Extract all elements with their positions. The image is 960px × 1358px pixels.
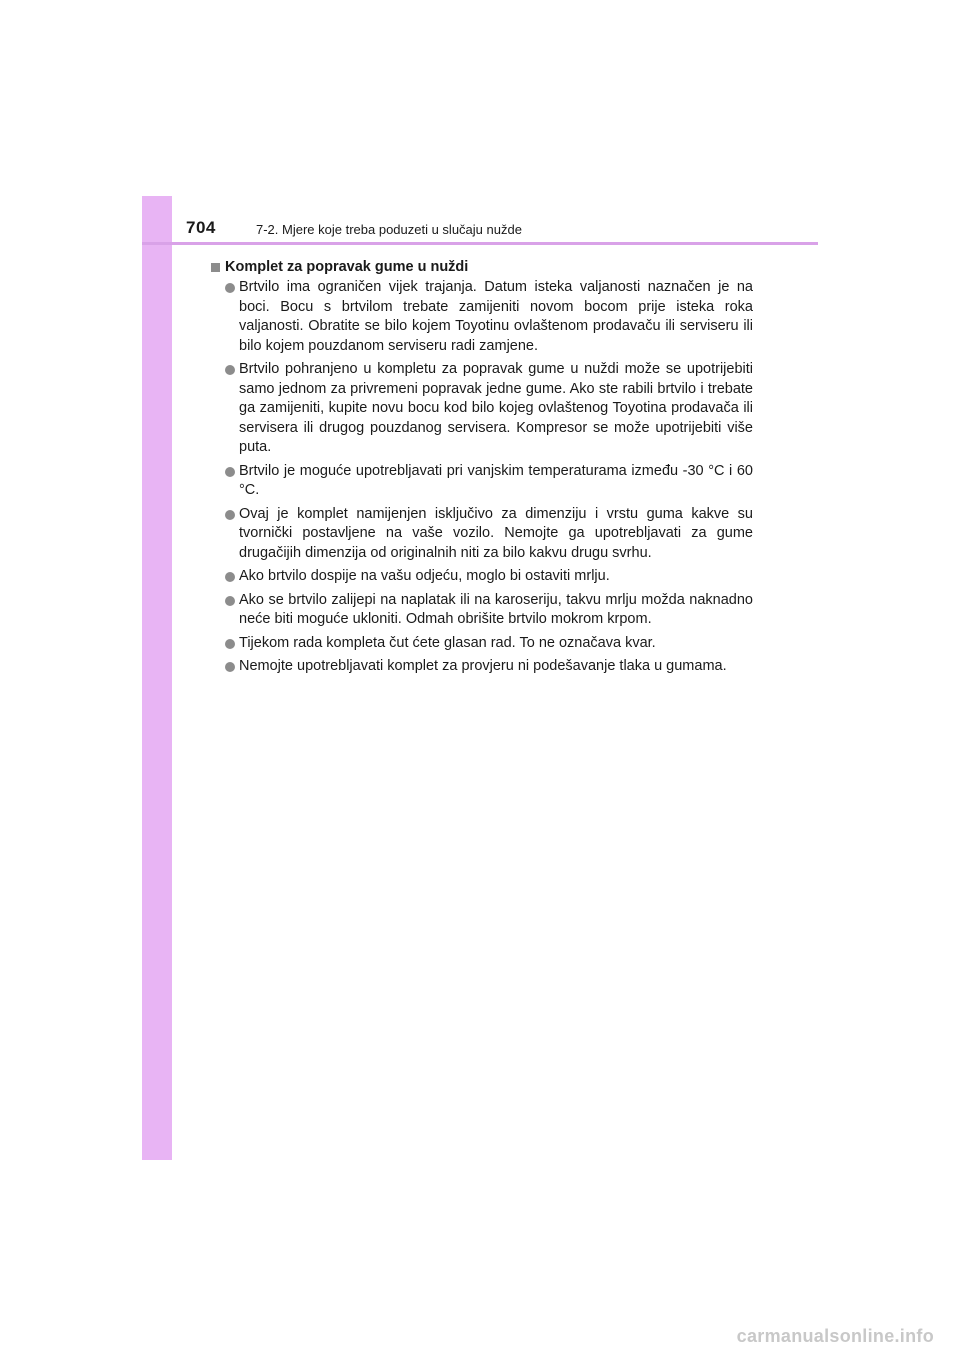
- list-item: [211, 462, 753, 501]
- list-item-text: Ovaj je komplet namijenjen isključivo za dimenziju i vrstu guma kakve su tvornički postavljene na vaše vozilo. Nemojte ga upotrebljavati za gume drugačijih dimenzija od originalnih niti za bilo kakvu drugu svrhu.: [239, 505, 753, 561]
- list-item: [211, 591, 753, 630]
- list-item-text: Ako brtvilo dospije na vašu odjeću, moglo bi ostaviti mrlju.: [239, 568, 610, 584]
- section-title: 7-2. Mjere koje treba poduzeti u slučaju nužde: [256, 222, 522, 237]
- circle-bullet-icon: [225, 572, 235, 582]
- circle-bullet-icon: [225, 639, 235, 649]
- chapter-side-band: [142, 196, 172, 1160]
- watermark: carmanualsonline.info: [736, 1326, 934, 1346]
- list-item-text: Brtvilo je moguće upotrebljavati pri vanjskim temperaturama između -30 °C i 60 °C.: [239, 462, 753, 498]
- list-item: [211, 567, 753, 587]
- circle-bullet-icon: [225, 662, 235, 672]
- circle-bullet-icon: [225, 365, 235, 375]
- page-number: 704: [186, 218, 216, 237]
- subsection-heading-text: Komplet za popravak gume u nuždi: [225, 259, 469, 275]
- circle-bullet-icon: [225, 467, 235, 477]
- list-item-text: Brtvilo ima ograničen vijek trajanja. Datum isteka valjanosti naznačen je na boci. Bocu s brtvilom trebate zamijeniti novom bocom prije isteka roka valjanosti. Obratite se bilo kojem Toyotinu ovlaštenom prodavaču ili serviseru ili bilo kojem pouzdanom serviseru radi zamjene.: [239, 279, 753, 354]
- square-bullet-icon: [211, 263, 220, 272]
- bullet-list: [211, 278, 753, 677]
- list-item: [211, 360, 753, 458]
- list-item: [211, 278, 753, 356]
- circle-bullet-icon: [225, 510, 235, 520]
- list-item-text: Ako se brtvilo zalijepi na naplatak ili na karoseriju, takvu mrlju možda naknadno neće biti moguće ukloniti. Odmah obrišite brtvilo mokrom krpom.: [239, 591, 753, 627]
- list-item-text: Brtvilo pohranjeno u kompletu za popravak gume u nuždi može se upotrijebiti samo jednom za privremeni popravak jedne gume. Ako ste rabili brtvilo i trebate ga zamijeniti, kupite novu bocu kod bilo kojeg ovlaštenog Toyotina prodavača ili servisera ili drugog pouzdanog servisera. Kompresor se može upotrijebiti više puta.: [239, 361, 753, 455]
- header-rule: [142, 242, 818, 245]
- list-item: [211, 634, 753, 654]
- page-content: [211, 257, 753, 681]
- list-item: [211, 657, 753, 677]
- list-item: [211, 505, 753, 564]
- circle-bullet-icon: [225, 596, 235, 606]
- list-item-text: Tijekom rada kompleta čut ćete glasan rad. To ne označava kvar.: [239, 634, 656, 651]
- subsection-heading: [211, 257, 753, 277]
- list-item-text: Nemojte upotrebljavati komplet za provjeru ni podešavanje tlaka u gumama.: [239, 658, 727, 674]
- circle-bullet-icon: [225, 283, 235, 293]
